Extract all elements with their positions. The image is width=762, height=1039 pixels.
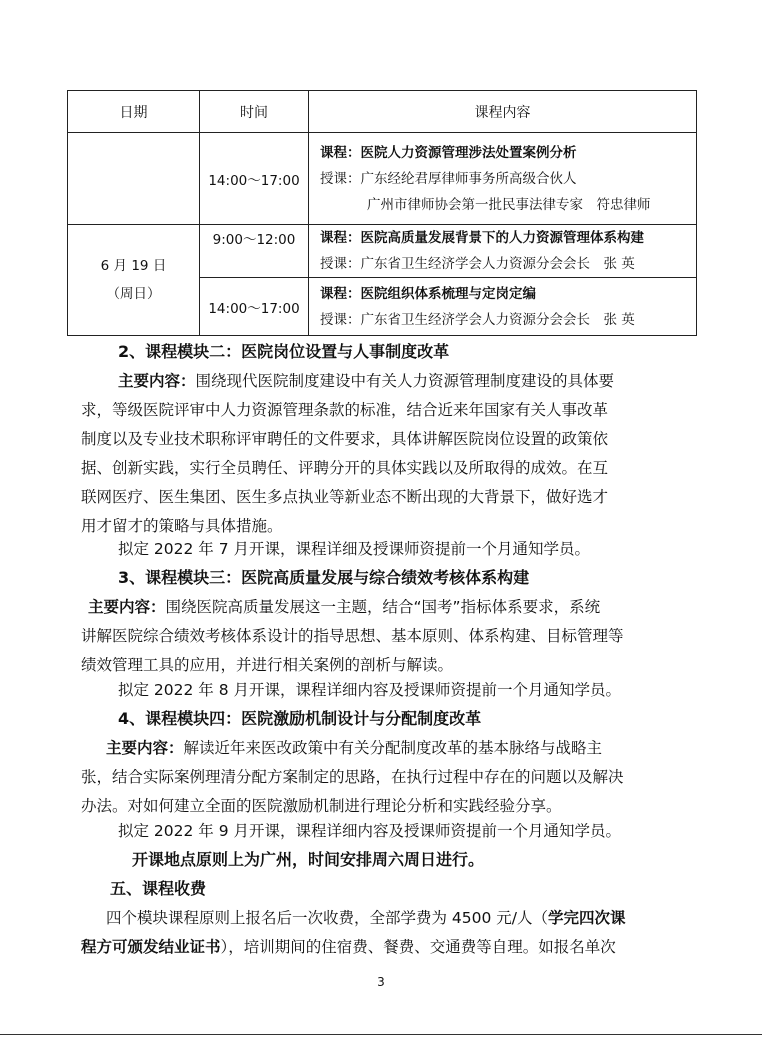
content-cell <box>309 133 697 225</box>
table-header-row <box>68 91 697 133</box>
content-cell <box>309 278 697 336</box>
table-row <box>68 133 697 225</box>
date-cell <box>68 225 200 336</box>
fees-bold-text: 程方可颁发结业证书 <box>81 938 221 956</box>
module2-first-line <box>118 367 738 396</box>
table-row <box>68 225 697 278</box>
course-title: 课程：医院组织体系梳理与定岗定编 <box>320 285 536 302</box>
module2-note: 拟定 2022 年 7 月开课，课程详细及授课师资提前一个月通知学员。 <box>118 540 591 558</box>
lecturer-line: 广州市律师协会第一批民事法律专家 符忠律师 <box>367 196 651 213</box>
module2-line: 联网医疗、医生集团、医生多点执业等新业态不断出现的大背景下，做好选才 <box>81 488 609 506</box>
time-cell: 14:00～17:00 <box>200 278 309 336</box>
module3-line: 讲解医院综合绩效考核体系设计的指导思想、基本原则、体系构建、目标管理等 <box>81 627 624 645</box>
module3-line: 绩效管理工具的应用，并进行相关案例的剖析与解读。 <box>81 656 454 674</box>
module2-label: 主要内容： <box>118 372 196 390</box>
course-title: 课程：医院高质量发展背景下的人力资源管理体系构建 <box>320 230 644 246</box>
module2-line: 求，等级医院评审中人力资源管理条款的标准，结合近来年国家有关人事改革 <box>81 401 609 419</box>
module4-line: 解读近年来医改政策中有关分配制度改革的基本脉络与战略主 <box>183 739 603 757</box>
time-cell: 14:00～17:00 <box>200 133 309 225</box>
header-time: 时间 <box>200 91 309 133</box>
course-title: 课程：医院人力资源管理涉法处置案例分析 <box>320 144 577 161</box>
module2-line: 制度以及专业技术职称评审聘任的文件要求，具体讲解医院岗位设置的政策依 <box>81 430 609 448</box>
module2-line: 据、创新实践，实行全员聘任、评聘分开的具体实践以及所取得的成效。在互 <box>81 459 609 477</box>
date-cell-empty <box>68 133 200 225</box>
location-line: 开课地点原则上为广州，时间安排周六周日进行。 <box>132 850 485 869</box>
module4-note: 拟定 2022 年 9 月开课，课程详细内容及授课师资提前一个月通知学员。 <box>118 822 622 840</box>
module2-line: 用才留才的策略与具体措施。 <box>81 517 283 535</box>
module4-label: 主要内容： <box>106 739 184 757</box>
fees-bold-text: 学完四次课 <box>548 909 626 927</box>
header-content: 课程内容 <box>309 91 697 133</box>
time-cell: 9:00～12:00 <box>200 225 309 278</box>
page-bottom-border <box>0 1034 762 1035</box>
module3-first-line <box>88 593 708 622</box>
schedule-table <box>67 90 697 336</box>
fees-text: 四个模块课程原则上报名后一次收费，全部学费为 4500 元/人（ <box>106 909 549 927</box>
fees-line <box>106 904 726 933</box>
lecturer-line: 授课：广东省卫生经济学会人力资源分会会长 张 英 <box>320 256 635 272</box>
lecturer-line: 授课：广东经纶君厚律师事务所高级合伙人 <box>320 170 577 187</box>
module4-line: 张，结合实际案例理清分配方案制定的思路，在执行过程中存在的问题以及解决 <box>81 768 624 786</box>
module2-line: 围绕现代医院制度建设中有关人力资源管理制度建设的具体要 <box>195 372 615 390</box>
content-cell <box>309 225 697 278</box>
header-date: 日期 <box>68 91 200 133</box>
module2-heading: 2、课程模块二：医院岗位设置与人事制度改革 <box>118 342 450 361</box>
fees-line <box>81 933 701 962</box>
module3-line: 围绕医院高质量发展这一主题，结合“国考”指标体系要求，系统 <box>165 598 601 616</box>
module4-line: 办法。对如何建立全面的医院激励机制进行理论分析和实践经验分享。 <box>81 797 562 815</box>
module4-heading: 4、课程模块四：医院激励机制设计与分配制度改革 <box>118 709 482 728</box>
fees-text: ），培训期间的住宿费、餐费、交通费等自理。如报名单次 <box>220 938 616 956</box>
date-sub: （周日） <box>106 286 161 302</box>
module3-heading: 3、课程模块三：医院高质量发展与综合绩效考核体系构建 <box>118 568 530 587</box>
date-main: 6 月 19 日 <box>100 258 167 274</box>
module4-first-line <box>106 734 726 763</box>
page-number: 3 <box>377 975 385 989</box>
lecturer-line: 授课：广东省卫生经济学会人力资源分会会长 张 英 <box>320 311 635 328</box>
module3-label: 主要内容： <box>88 598 166 616</box>
module3-note: 拟定 2022 年 8 月开课，课程详细内容及授课师资提前一个月通知学员。 <box>118 681 622 699</box>
fees-heading: 五、课程收费 <box>110 879 207 898</box>
